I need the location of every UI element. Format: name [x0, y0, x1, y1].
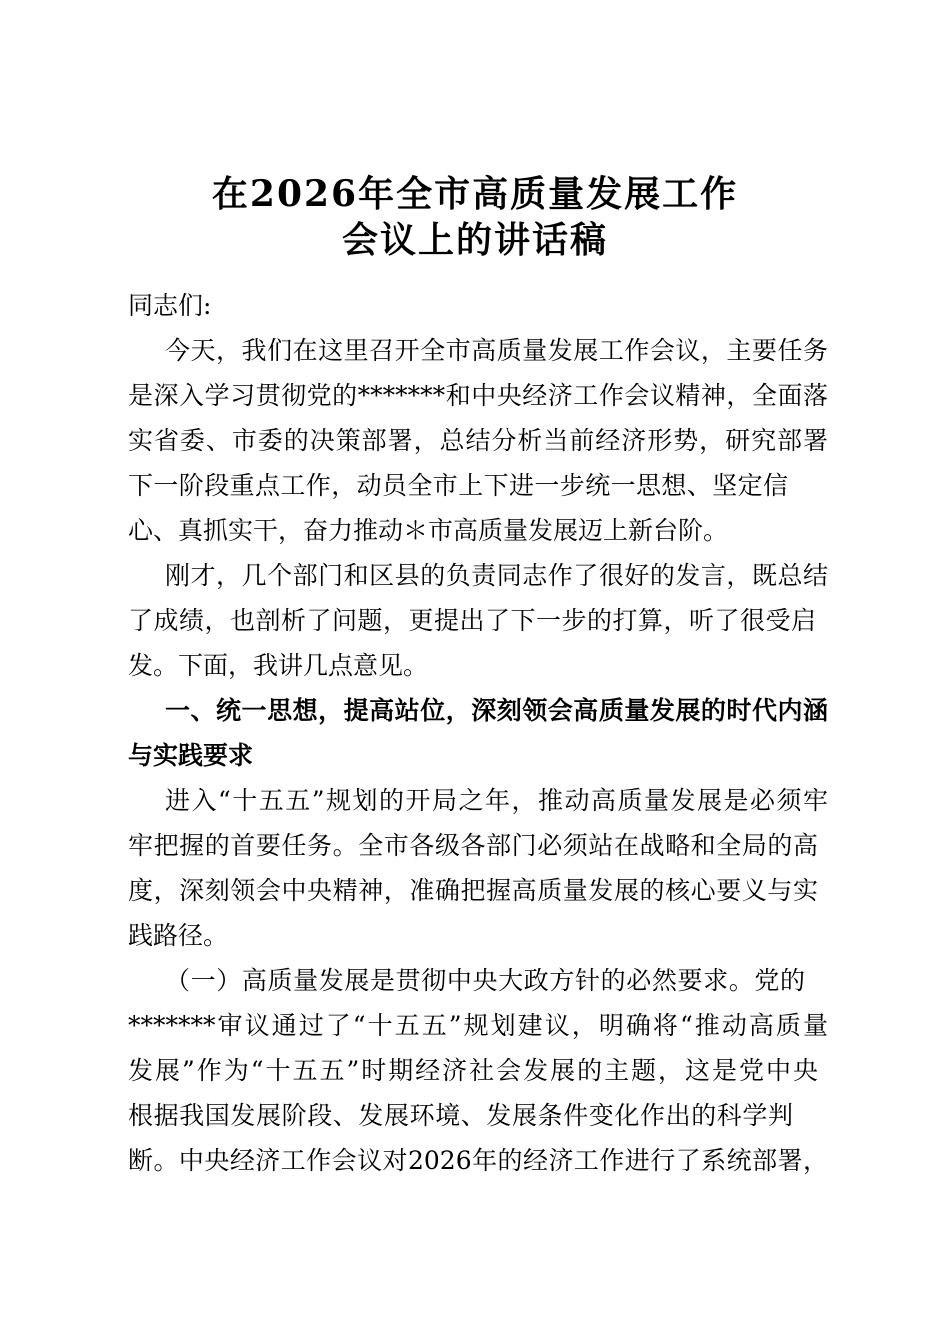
section-heading-1-line-2: 与实践要求	[128, 741, 254, 770]
paragraph-3-line-1: 进入“十五五”规划的开局之年，推动高质量发展是必须牢	[165, 786, 828, 815]
paragraph-1-line-5: 心、真抓实干，奋力推动＊市高质量发展迈上新台阶。	[128, 516, 729, 545]
document-title-line-2: 会议上的讲话稿	[341, 219, 608, 261]
paragraph-4-line-5: 断。中央经济工作会议对2026年的经济工作进行了系统部署，	[128, 1146, 828, 1175]
paragraph-4-line-1: （一）高质量发展是贯彻中央大政方针的必然要求。党的	[165, 966, 805, 995]
document-title-line-1: 在2026年全市高质量发展工作	[211, 173, 739, 215]
paragraph-4-line-3: 发展”作为“十五五”时期经济社会发展的主题，这是党中央	[128, 1056, 818, 1085]
paragraph-2-line-3: 发。下面，我讲几点意见。	[128, 651, 429, 680]
salutation: 同志们:	[128, 291, 212, 320]
paragraph-3-line-2: 牢把握的首要任务。全市各级各部门必须站在战略和全局的高	[128, 831, 818, 860]
paragraph-2-line-2: 了成绩，也剖析了问题，更提出了下一步的打算，听了很受启	[128, 606, 816, 635]
paragraph-3-line-4: 践路径。	[128, 921, 229, 950]
paragraph-1-line-2: 是深入学习贯彻党的*******和中央经济工作会议精神，全面落	[128, 381, 828, 410]
paragraph-1-line-3: 实省委、市委的决策部署，总结分析当前经济形势，研究部署	[128, 426, 828, 455]
paragraph-2-line-1: 刚才，几个部门和区县的负责同志作了很好的发言，既总结	[165, 561, 828, 590]
section-heading-1-line-1: 一、统一思想，提高站位，深刻领会高质量发展的时代内涵	[165, 696, 828, 725]
paragraph-4-line-2: *******审议通过了“十五五”规划建议，明确将“推动高质量	[128, 1011, 828, 1040]
paragraph-1-line-1: 今天，我们在这里召开全市高质量发展工作会议，主要任务	[165, 336, 828, 365]
paragraph-3-line-3: 度，深刻领会中央精神，准确把握高质量发展的核心要义与实	[128, 876, 818, 905]
paragraph-1-line-4: 下一阶段重点工作，动员全市上下进一步统一思想、坚定信	[128, 471, 788, 500]
paragraph-4-line-4: 根据我国发展阶段、发展环境、发展条件变化作出的科学判	[128, 1101, 793, 1130]
